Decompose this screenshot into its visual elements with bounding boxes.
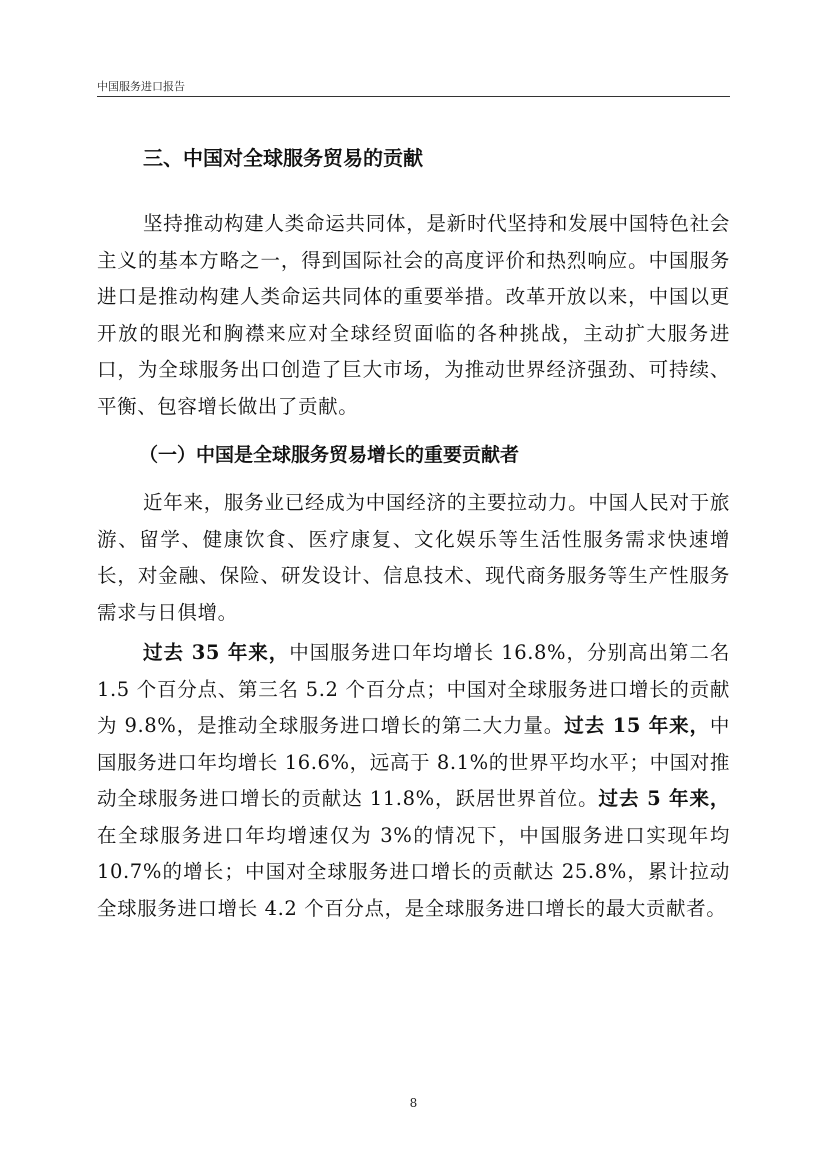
lead-35-years: 过去 35 年来，: [143, 641, 290, 664]
import-growth-paragraph: [97, 635, 730, 927]
subsection-title: （一）中国是全球服务贸易增长的重要贡献者: [139, 444, 520, 466]
text-15-years: 中国服务进口年均增长 16.6%，远高于 8.1%的世界平均水平；中国对推动全球服务进口增长的贡献达 11.8%，跃居世界首位。: [97, 714, 730, 810]
text-35-years: 中国服务进口年均增长 16.8%，分别高出第二名 1.5 个百分点、第三名 5.2 个百分点；中国对全球服务进口增长的贡献为 9.8%，是推动全球服务进口增长的第二大力量。: [97, 641, 730, 737]
header-divider: [97, 96, 730, 97]
text-5-years: 在全球服务进口年均增速仅为 3%的情况下，中国服务进口实现年均 10.7%的增长；中国对全球服务进口增长的贡献达 25.8%，累计拉动全球服务进口增长 4.2 个百分点，是全球服务进口增长的最大贡献者。: [97, 823, 730, 920]
page-number: 8: [409, 1096, 418, 1110]
services-demand-paragraph: 近年来，服务业已经成为中国经济的主要拉动力。中国人民对于旅游、留学、健康饮食、医疗康复、文化娱乐等生活性服务需求快速增长，对金融、保险、研发设计、信息技术、现代商务服务等生产性服务需求与日俱增。: [97, 491, 730, 624]
page-body: [97, 140, 730, 927]
lead-15-years: 过去 15 年来，: [564, 714, 710, 737]
section-title: 三、中国对全球服务贸易的贡献: [143, 146, 423, 170]
lead-5-years: 过去 5 年来，: [598, 787, 730, 810]
section-intro-paragraph: 坚持推动构建人类命运共同体，是新时代坚持和发展中国特色社会主义的基本方略之一，得到国际社会的高度评价和热烈响应。中国服务进口是推动构建人类命运共同体的重要举措。改革开放以来，中国以更开放的眼光和胸襟来应对全球经贸面临的各种挑战，主动扩大服务进口，为全球服务出口创造了巨大市场，为推动世界经济强劲、可持续、平衡、包容增长做出了贡献。: [97, 212, 730, 418]
running-header: 中国服务进口报告: [97, 80, 185, 93]
